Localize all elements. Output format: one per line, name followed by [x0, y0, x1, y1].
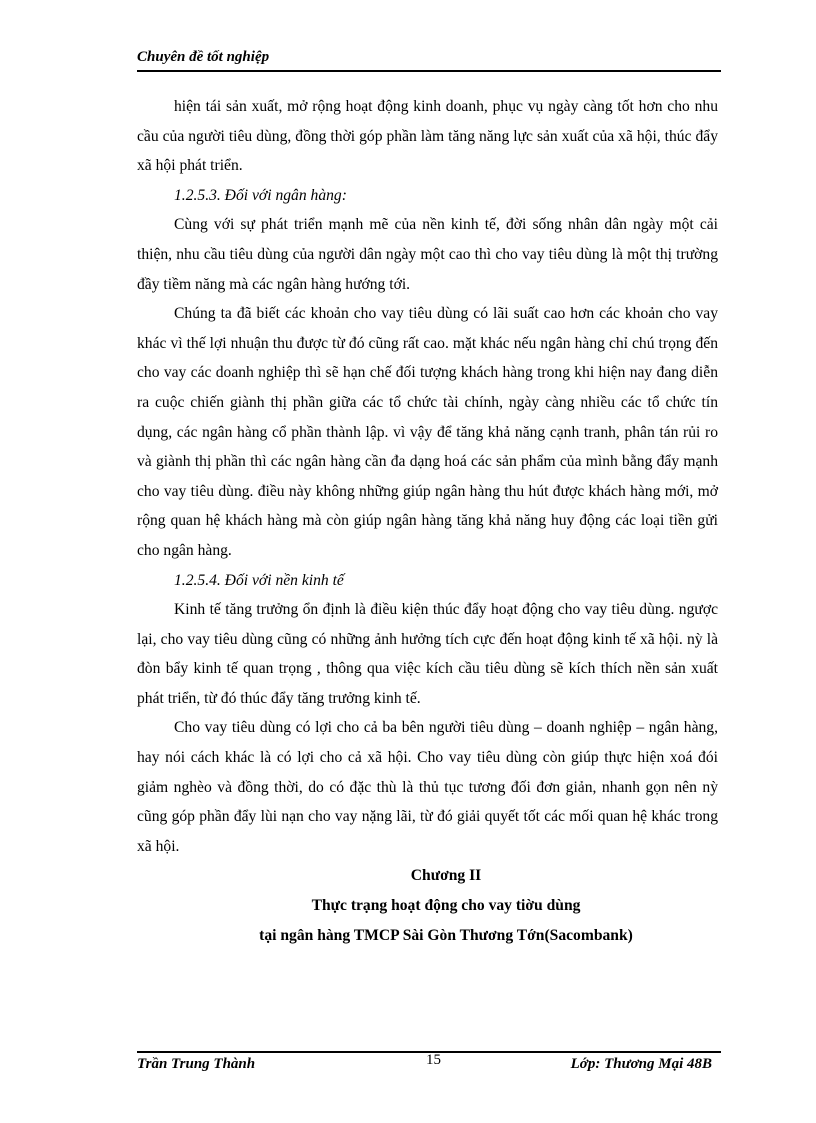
page-number: 15: [426, 1052, 441, 1068]
footer-author: Trần Trung Thành: [137, 1056, 256, 1072]
chapter-title-line-1: Thực trạng hoạt động cho vay tiờu dùng: [311, 897, 581, 915]
footer-class: Lớp: Thương Mại 48B: [570, 1056, 712, 1072]
paragraph: hiện tái sản xuất, mở rộng hoạt động kinh doanh, phục vụ ngày càng tốt hơn cho nhu cầu của người tiêu dùng, đồng thời góp phần làm tăng năng lực sản xuất của xã hội, thúc đẩy xã hội phát triển.: [137, 98, 718, 175]
header-rule: [137, 70, 721, 72]
body-text: [137, 92, 718, 950]
chapter-label: Chương II: [410, 867, 482, 885]
running-header: Chuyên đề tốt nghiệp: [137, 49, 270, 65]
subsection-heading: 1.2.5.4. Đối với nền kinh tế: [174, 571, 344, 589]
paragraph: Kinh tế tăng trưởng ổn định là điều kiện thúc đẩy hoạt động cho vay tiêu dùng. ngược lại, cho vay tiêu dùng cũng có những ảnh hưởng tích cực đến hoạt động kinh tế xã hội. nỳ là đòn bẩy kinh tế quan trọng , thông qua việc kích cầu tiêu dùng sẽ kích thích nền sản xuất phát triển, từ đó thúc đẩy tăng trưởng kinh tế.: [137, 601, 718, 707]
chapter-title-line-2: tại ngân hàng TMCP Sài Gòn Thương Tớn(Sacombank): [259, 926, 633, 944]
subsection-heading: 1.2.5.3. Đối với ngân hàng:: [174, 186, 347, 204]
paragraph: Cho vay tiêu dùng có lợi cho cả ba bên người tiêu dùng – doanh nghiệp – ngân hàng, hay nói cách khác là có lợi cho cả xã hội. Cho vay tiêu dùng còn giúp thực hiện xoá đói giảm nghèo và đồng thời, do có đặc thù là thủ tục tương đối đơn giản, nhanh gọn nên nỳ cũng góp phần đẩy lùi nạn cho vay nặng lãi, từ đó giải quyết tốt các mối quan hệ khác trong xã hội.: [137, 719, 718, 855]
paragraph: Cùng với sự phát triển mạnh mẽ của nền kinh tế, đời sống nhân dân ngày một cải thiện, nhu cầu tiêu dùng của người dân ngày một cao thì cho vay tiêu dùng là một thị trường đầy tiềm năng mà các ngân hàng hướng tới.: [137, 216, 718, 293]
paragraph: Chúng ta đã biết các khoản cho vay tiêu dùng có lãi suất cao hơn các khoản cho vay khác vì thế lợi nhuận thu được từ đó cũng rất cao. mặt khác nếu ngân hàng chỉ chú trọng đến cho vay các doanh nghiệp thì sẽ hạn chế đối tượng khách hàng trong khi hiện nay đang diễn ra cuộc chiến giành thị phần giữa các tổ chức tài chính, ngày càng nhiều các tổ chức tín dụng, các ngân hàng cổ phần thành lập. vì vậy để tăng khả năng cạnh tranh, phân tán rủi ro và giành thị phần thì các ngân hàng cần đa dạng hoá các sản phẩm của mình bằng đẩy mạnh cho vay tiêu dùng. điều này không những giúp ngân hàng thu hút được khách hàng mới, mở rộng quan hệ khách hàng mà còn giúp ngân hàng tăng khả năng huy động các loại tiền gửi cho ngân hàng.: [137, 305, 718, 559]
